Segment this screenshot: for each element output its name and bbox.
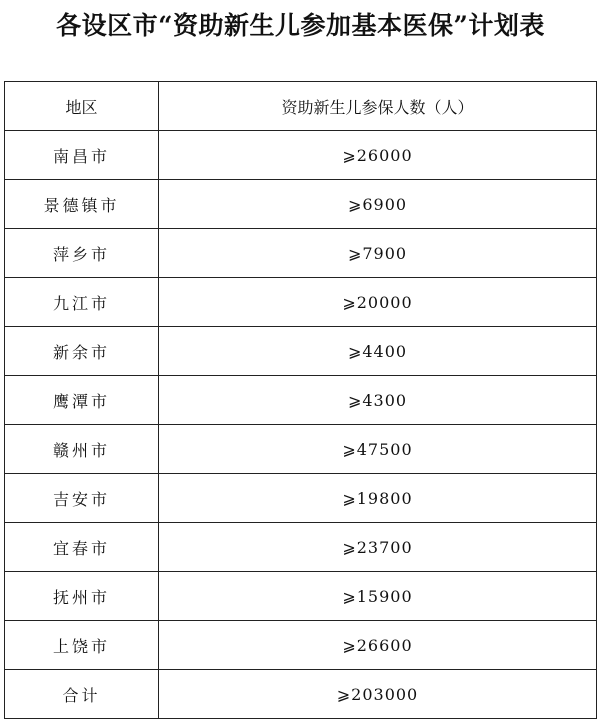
region-cell: 宜春市 bbox=[5, 523, 159, 572]
region-cell: 吉安市 bbox=[5, 474, 159, 523]
count-cell: ⩾20000 bbox=[159, 278, 597, 327]
table-row bbox=[5, 327, 597, 376]
region-cell: 萍乡市 bbox=[5, 229, 159, 278]
table-row bbox=[5, 474, 597, 523]
table-row bbox=[5, 621, 597, 670]
table-row bbox=[5, 131, 597, 180]
count-cell: ⩾47500 bbox=[159, 425, 597, 474]
table-row bbox=[5, 425, 597, 474]
region-cell: 新余市 bbox=[5, 327, 159, 376]
region-cell: 上饶市 bbox=[5, 621, 159, 670]
column-header-region: 地区 bbox=[5, 82, 159, 131]
region-cell: 南昌市 bbox=[5, 131, 159, 180]
table-row bbox=[5, 523, 597, 572]
count-cell: ⩾4400 bbox=[159, 327, 597, 376]
table-header-row bbox=[5, 82, 597, 131]
count-cell: ⩾23700 bbox=[159, 523, 597, 572]
table-row bbox=[5, 572, 597, 621]
region-cell: 景德镇市 bbox=[5, 180, 159, 229]
count-cell: ⩾4300 bbox=[159, 376, 597, 425]
table-row bbox=[5, 180, 597, 229]
page-title: 各设区市“资助新生儿参加基本医保”计划表 bbox=[56, 11, 545, 40]
region-cell: 赣州市 bbox=[5, 425, 159, 474]
region-cell: 九江市 bbox=[5, 278, 159, 327]
count-cell: ⩾6900 bbox=[159, 180, 597, 229]
count-cell: ⩾26000 bbox=[159, 131, 597, 180]
total-row bbox=[5, 670, 597, 719]
total-label-cell: 合计 bbox=[5, 670, 159, 719]
count-cell: ⩾15900 bbox=[159, 572, 597, 621]
region-cell: 鹰潭市 bbox=[5, 376, 159, 425]
column-header-count: 资助新生儿参保人数（人） bbox=[159, 82, 597, 131]
plan-table bbox=[4, 81, 597, 719]
plan-table-container bbox=[4, 81, 597, 719]
table-row bbox=[5, 229, 597, 278]
region-cell: 抚州市 bbox=[5, 572, 159, 621]
table-row bbox=[5, 278, 597, 327]
table-row bbox=[5, 376, 597, 425]
count-cell: ⩾7900 bbox=[159, 229, 597, 278]
count-cell: ⩾19800 bbox=[159, 474, 597, 523]
count-cell: ⩾26600 bbox=[159, 621, 597, 670]
total-count-cell: ⩾203000 bbox=[159, 670, 597, 719]
